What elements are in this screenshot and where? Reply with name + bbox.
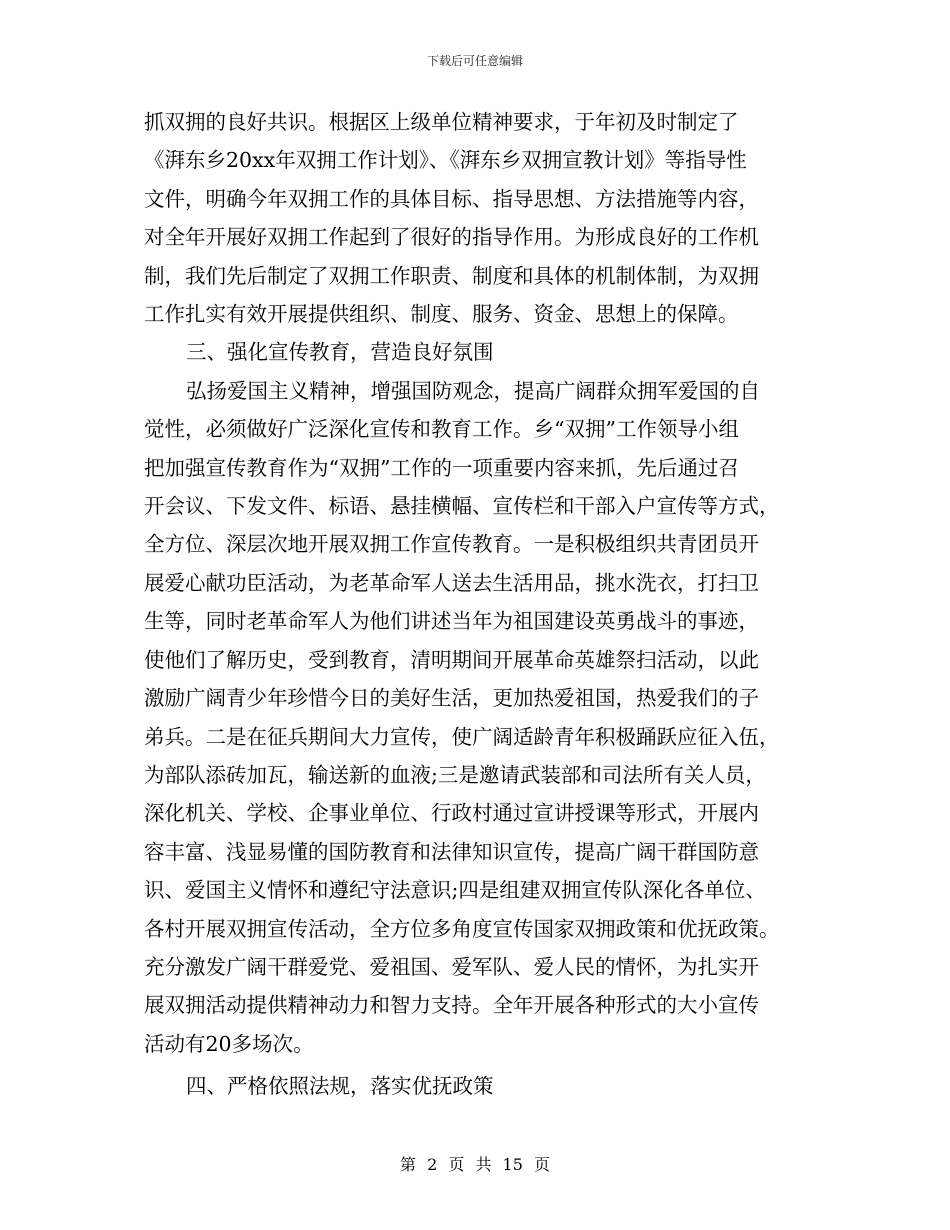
page-number-footer: 第 2 页 共 15 页 bbox=[400, 1155, 550, 1174]
text-line: 全方位、深层次地开展双拥工作宣传教育。一是积极组织共青团员开 bbox=[144, 532, 759, 557]
document-body bbox=[144, 103, 804, 1106]
text-line: 使他们了解历史，受到教育，清明期间开展革命英雄祭扫活动，以此 bbox=[144, 647, 759, 672]
text-line: 展双拥活动提供精神动力和智力支持。全年开展各种形式的大小宣传 bbox=[144, 993, 759, 1018]
text-line: 生等，同时老革命军人为他们讲述当年为祖国建设英勇战斗的事迹， bbox=[144, 609, 759, 634]
text-line: 展爱心献功臣活动，为老革命军人送去生活用品，挑水洗衣，打扫卫 bbox=[144, 570, 759, 595]
text-line: 开会议、下发文件、标语、悬挂横幅、宣传栏和干部入户宣传等方式， bbox=[144, 494, 780, 519]
text-line: 容丰富、浅显易懂的国防教育和法律知识宣传，提高广阔干群国防意 bbox=[144, 839, 759, 864]
text-line: 各村开展双拥宣传活动，全方位多角度宣传国家双拥政策和优抚政策。 bbox=[144, 916, 780, 941]
text-line: 识、爱国主义情怀和遵纪守法意识;四是组建双拥宣传队深化各单位、 bbox=[144, 878, 766, 903]
text-line: 激励广阔青少年珍惜今日的美好生活，更加热爱祖国，热爱我们的子 bbox=[144, 686, 759, 711]
section-heading-4: 四、严格依照法规，落实优抚政策 bbox=[186, 1074, 494, 1099]
text-line: 充分激发广阔干群爱党、爱祖国、爱军队、爱人民的情怀，为扎实开 bbox=[144, 954, 759, 979]
text-line: 工作扎实有效开展提供组织、制度、服务、资金、思想上的保障。 bbox=[144, 302, 739, 327]
section-heading-3: 三、强化宣传教育，营造良好氛围 bbox=[186, 340, 494, 365]
text-line: 《湃东乡20xx年双拥工作计划》、《湃东乡双拥宣教计划》等指导性 bbox=[144, 148, 747, 173]
text-line: 弟兵。二是在征兵期间大力宣传，使广阔适龄青年积极踊跃应征入伍， bbox=[144, 724, 780, 749]
text-line: 活动有20多场次。 bbox=[144, 1031, 314, 1056]
text-line: 抓双拥的良好共识。根据区上级单位精神要求，于年初及时制定了 bbox=[144, 110, 739, 134]
page-header-note: 下载后可任意编辑 bbox=[426, 54, 523, 68]
text-line: 深化机关、学校、企事业单位、行政村通过宣讲授课等形式，开展内 bbox=[144, 801, 759, 826]
text-line: 为部队添砖加瓦，输送新的血液;三是邀请武装部和司法所有关人员， bbox=[144, 762, 766, 787]
text-line: 文件，明确今年双拥工作的具体目标、指导思想、方法措施等内容， bbox=[144, 186, 759, 211]
text-line: 把加强宣传教育作为“双拥”工作的一项重要内容来抓，先后通过召 bbox=[144, 455, 739, 480]
text-line: 对全年开展好双拥工作起到了很好的指导作用。为形成良好的工作机 bbox=[144, 225, 759, 250]
text-line: 弘扬爱国主义精神，增强国防观念，提高广阔群众拥军爱国的自 bbox=[186, 378, 760, 403]
text-line: 制，我们先后制定了双拥工作职责、制度和具体的机制体制，为双拥 bbox=[144, 263, 759, 288]
text-line: 觉性，必须做好广泛深化宣传和教育工作。乡“双拥”工作领导小组 bbox=[144, 417, 739, 442]
